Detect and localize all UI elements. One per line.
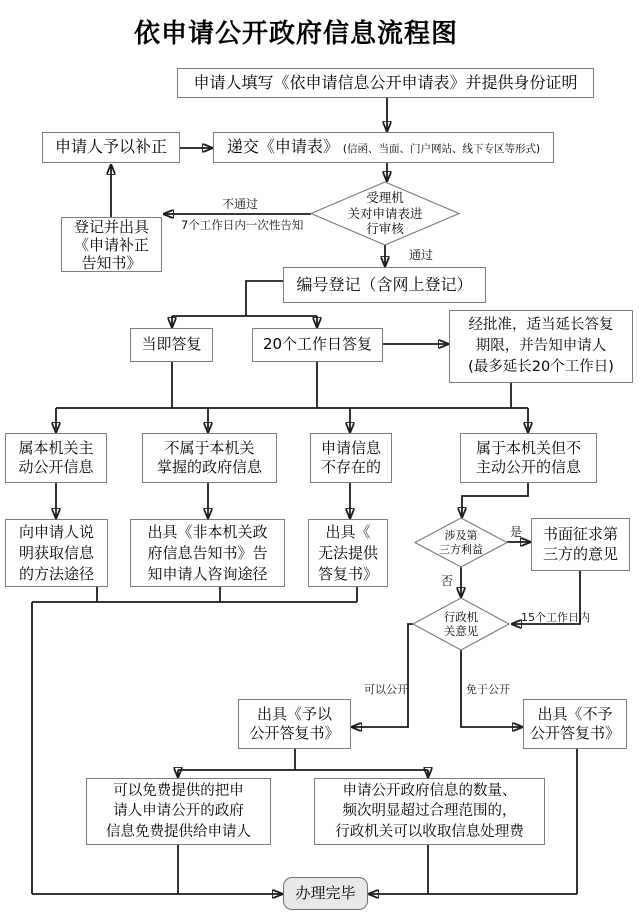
node-text-line: 的方法途径 — [18, 564, 94, 583]
node-text-line: 受理机 — [366, 190, 404, 206]
node-text-line: 向申请人说 — [18, 522, 94, 541]
node-submit-application-form — [213, 132, 554, 163]
node-fill-application-form — [177, 68, 594, 98]
node-grant-disclosure-reply — [238, 699, 351, 749]
node-text-line: 申请公开政府信息的数量、 — [342, 783, 517, 800]
node-review-decision — [311, 182, 459, 245]
flow-connector — [352, 624, 413, 727]
node-text-line: 关对申请表进 — [347, 205, 423, 221]
node-text-line: 三方的意见 — [542, 544, 618, 563]
node-text-line: 《申请补正 — [73, 235, 149, 254]
node-explain-access-method — [5, 519, 108, 587]
node-text-line: 频次明显超过合理范围的， — [342, 803, 517, 820]
node-deny-disclosure-reply — [523, 699, 627, 749]
node-text-line: 当即答复 — [141, 335, 202, 354]
node-text-line: 不存在的 — [320, 458, 381, 476]
node-text-line: 行政机关可以收取信息处理费 — [335, 823, 524, 840]
node-text-line: 出具《 — [325, 522, 371, 541]
node-not-proactively-disclosed — [460, 433, 597, 483]
node-text-line: 期限，并告知申请人 — [475, 337, 607, 354]
node-extend-reply-period — [449, 310, 633, 383]
node-proactive-disclosure-info — [5, 433, 107, 483]
node-info-not-exist — [310, 433, 392, 483]
node-applicant-supplement — [42, 132, 180, 163]
node-text-line: 答复书》 — [317, 564, 378, 583]
edge-label-one-time-notice: 7个工作日内一次性告知 — [181, 218, 304, 232]
node-text-line: 属于本机关但不 — [475, 438, 581, 457]
page-title: 依申请公开政府信息流程图 — [133, 19, 458, 49]
node-twenty-workday-reply — [252, 328, 383, 362]
node-agency-opinion-decision — [413, 598, 509, 650]
edge-label-exempt-disclose: 免于公开 — [466, 683, 510, 696]
node-text-line: 出具《非本机关政 — [147, 522, 268, 541]
node-text-line: 不属于本机关 — [164, 438, 255, 457]
node-text-line: 涉及第 — [444, 528, 478, 542]
node-text-line: 行审核 — [366, 221, 404, 237]
node-unable-to-provide-reply — [308, 519, 388, 587]
node-text-line: 申请人填写《依申请信息公开申请表》并提供身份证明 — [193, 72, 578, 92]
node-text-line: 关意见 — [443, 624, 479, 638]
node-text-line: 公开答复书》 — [529, 724, 620, 742]
node-text-line: 告知书》 — [81, 253, 142, 272]
node-number-registration — [283, 267, 486, 303]
node-third-party-interest-decision — [415, 518, 507, 567]
node-immediate-reply — [130, 328, 213, 362]
node-non-agency-info-notice — [130, 519, 285, 587]
node-free-provision — [86, 778, 271, 845]
node-text-line: 出具《予以 — [256, 704, 332, 723]
node-text-line: 出具《不予 — [537, 704, 613, 723]
node-text-line: 行政机 — [443, 609, 479, 624]
edge-label-may-disclose: 可以公开 — [364, 683, 408, 696]
node-text-line: 知申请人咨询途径 — [147, 564, 268, 583]
node-text-line: 信息免费提供给申请人 — [106, 823, 251, 840]
node-text-line: 掌握的政府信息 — [156, 458, 262, 476]
node-register-supplement-notice — [61, 217, 162, 272]
edge-label-pass: 通过 — [409, 248, 434, 262]
node-text-line: 登记并出具 — [73, 217, 149, 236]
node-text-line: 请人申请公开的政府 — [113, 803, 244, 820]
node-text-line: 属本机关主 — [18, 438, 94, 457]
node-seek-third-party-opinion — [531, 518, 630, 571]
flow-connector — [462, 483, 528, 517]
edge-label-yes: 是 — [510, 525, 523, 539]
flow-connector — [246, 281, 283, 316]
node-text-line: 主动公开的信息 — [475, 458, 581, 476]
node-text-line: 20个工作日答复 — [262, 335, 373, 354]
edge-label-no: 否 — [441, 574, 454, 588]
node-text-line: 申请人予以补正 — [54, 137, 167, 157]
node-text-line: 申请信息 — [320, 438, 381, 457]
node-text-line: 府信息告知书》告 — [147, 543, 268, 562]
node-text-line: 经批准，适当延长答复 — [468, 316, 614, 333]
edge-label-not-pass: 不通过 — [222, 197, 259, 211]
node-text-line: 编号登记（含网上登记） — [296, 274, 473, 294]
node-process-complete — [283, 877, 368, 910]
node-text-line: 书面征求第 — [542, 525, 618, 543]
node-text-line: 三方利益 — [439, 542, 483, 556]
node-text-suffix: (信函、当面、门户网站、线下专区等形式) — [342, 143, 541, 156]
node-processing-fee — [314, 778, 545, 845]
node-text-line: 动公开信息 — [18, 458, 94, 476]
node-text-line: 公开答复书》 — [249, 724, 340, 742]
edge-label-within-15-days: 15个工作日内 — [521, 611, 590, 624]
node-info-not-held — [142, 433, 277, 483]
node-text-line: 无法提供 — [317, 543, 378, 562]
node-text-line: 办理完毕 — [295, 883, 356, 902]
node-text-line: (最多延长20个工作日) — [468, 359, 614, 375]
node-text-line: 递交《申请表》 (信函、当面、门户网站、线下专区等形式) — [226, 137, 541, 157]
node-text-line: 可以免费提供的把申 — [113, 783, 244, 800]
node-text-line: 明获取信息 — [18, 543, 94, 562]
